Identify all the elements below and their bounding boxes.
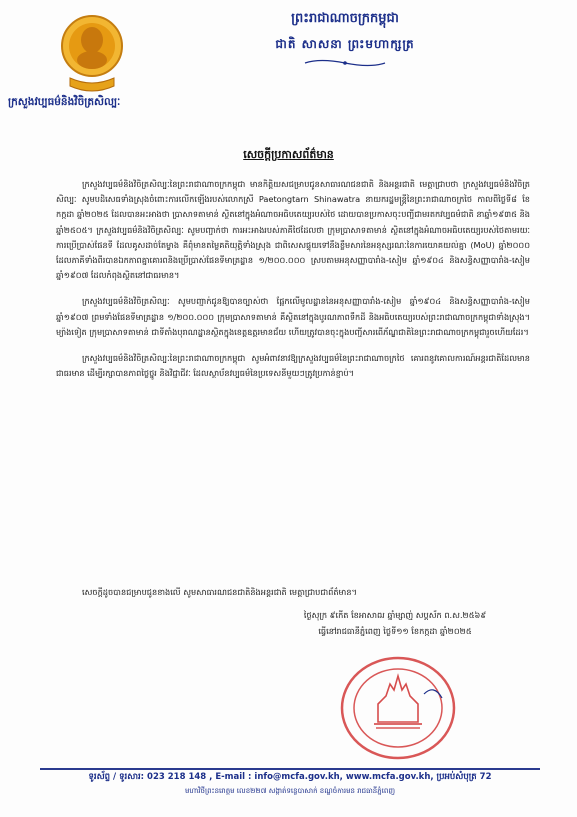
footer-address: មហាវិថីព្រះនរោត្តម លេខ២២៧ សង្កាត់ទន្លេបាសាក់ ខណ្ឌចំការមន រាជធានីភ្នំពេញ bbox=[184, 787, 395, 795]
footer-contact: ទូរស័ព្ទ / ទូរសារ: 023 218 148 , E-mail : info@mcfa.gov.kh, www.mcfa.gov.kh, ប្រអប់សំបុត្រ 72 bbox=[88, 772, 492, 782]
document-title: សេចក្តីប្រកាសព័ត៌មាន bbox=[243, 148, 334, 161]
national-motto: ជាតិ សាសនា ព្រះមហាក្សត្រ bbox=[275, 37, 415, 51]
paragraph-2: ក្រសួងវប្បធម៌និងវិចិត្រសិល្បៈ សូមបញ្ជាក់ជូនឱ្យបានច្បាស់ថា ផ្អែកលើមូលដ្ឋាននៃអនុសញ្ញាបារាំង-សៀម ឆ្នាំ១៩០៤ និងសន្ធិសញ្ញាបារាំង-សៀម ឆ្នាំ១៩០៧ ព្រមទាំងផែនទីមាត្រដ្ឋាន ១/២០០.០០០ ក្រុមប្រាសាទតាមាន់ គឺស្ថិតនៅក្នុងបូរណភាពទឹកដី និងអធិបតេយ្យរបស់ព្រះរាជាណាចក្រកម្ពុជាទាំងស្រុង។ ម្យ៉ាងទៀត ក្រុមប្រាសាទតាមាន់ ជាទីតាំងបុរាណដ្ឋានស្ថិតក្នុងខេត្តឧត្តរមានជ័យ ហើយត្រូវបានចុះក្នុងបញ្ជីសារពើភ័ណ្ឌជាតិនៃព្រះរាជាណាចក្រកម្ពុជារួចហើយដែរ។ bbox=[56, 296, 530, 337]
ministry-emblem-logo bbox=[60, 8, 124, 94]
kingdom-heading: ព្រះរាជាណាចក្រកម្ពុជា bbox=[291, 11, 399, 26]
ministry-name: ក្រសួងវប្បធម៌និងវិចិត្រសិល្បៈ bbox=[8, 96, 121, 108]
footer-divider bbox=[40, 768, 540, 770]
document-body bbox=[56, 177, 530, 392]
motto-ornament-icon bbox=[300, 58, 390, 68]
official-seal-stamp bbox=[338, 654, 458, 762]
issue-date: ធ្វើនៅរាជធានីភ្នំពេញ ថ្ងៃទី១១ ខែកក្កដា ឆ្នាំ២០២៥ bbox=[318, 626, 472, 636]
closing-statement: សេចក្តីដូចបានជម្រាបជូនខាងលើ សូមសាធារណជនជាតិនិងអន្តរជាតិ មេត្តាជ្រាបជាព័ត៌មាន។ bbox=[82, 587, 357, 597]
paragraph-3: ក្រសួងវប្បធម៌និងវិចិត្រសិល្បៈនៃព្រះរាជាណាចក្រកម្ពុជា សូមអំពាវនាវឱ្យក្រសួងវប្បធម៌នៃព្រះរាជាណាចក្រថៃ គោរពនូវគោលការណ៍អន្តរជាតិដែលមានជាធរមាន ដើម្បីរក្សាបានភាពថ្លៃថ្នូរ និងវិជ្ជាជីវៈ ដែលស្ថាប័នវប្បធម៌នៃប្រទេសនីមួយៗត្រូវប្រកាន់ខ្ជាប់។ bbox=[56, 353, 530, 379]
paragraph-1: ក្រសួងវប្បធម៌និងវិចិត្រសិល្បៈនៃព្រះរាជាណាចក្រកម្ពុជា មានកិត្តិយសជម្រាបជូនសាធារណជនជាតិ និងអន្តរជាតិ មេត្តាជ្រាបថា ក្រសួងវប្បធម៌និងវិចិត្រសិល្បៈ សូមបដិសេធទាំងស្រុងចំពោះការលើកឡើងរបស់លោកស្រី Paetongtarn Shinawatra នាយករដ្ឋមន្ត្រីនៃព្រះរាជាណាចក្រថៃ កាលពីថ្ងៃទី៨ ខែកក្កដា ឆ្នាំ២០២៥ ដែលបានអះអាងថា ប្រាសាទតាមាន់ ស្ថិតនៅក្នុងអំណាចអធិបតេយ្យរបស់ថៃ ដោយបានប្រកាសចុះបញ្ជីជាមរតកវប្បធម៌ជាតិ នាឆ្នាំ១៩៣៥ និងឆ្នាំ២៥០៥។ ក្រសួងវប្បធម៌និងវិចិត្រសិល្បៈ សូមបញ្ជាក់ថា ការអះអាងរបស់ភាគីថៃដែលថា ក្រុមប្រាសាទតាមាន់ ស្ថិតនៅក្នុងអំណាចអធិបតេយ្យរបស់ថៃតាមរយៈការប្រើប្រាស់ផែនទី ដែលគូសដាច់តែម្ខាង គឺពុំមានតម្លៃគតិយុត្តិទាំងស្រុង ជាពិសេសផ្ទុយទៅនឹងខ្លឹមសារនៃអនុស្សរណៈនៃការយោគយល់គ្នា (MoU) ឆ្នាំ២០០០ ដែលភាគីទាំងពីរបានឯកភាពគ្នាគោរពនិងប្រើប្រាស់ផែនទីមាត្រដ្ឋាន ១/២០០.០០០ ស្របតាមអនុសញ្ញាបារាំង-សៀម ឆ្នាំ១៩០៤ និងសន្ធិសញ្ញាបារាំង-សៀម ឆ្នាំ១៩០៧ ដែលកំពុងស្ថិតនៅជាធរមាន។ bbox=[56, 179, 530, 281]
lunar-date: ថ្ងៃសុក្រ ៩កើត ខែអាសាឍ ឆ្នាំម្សាញ់ សប្តស័ក ព.ស.២៥៦៩ bbox=[303, 610, 487, 620]
